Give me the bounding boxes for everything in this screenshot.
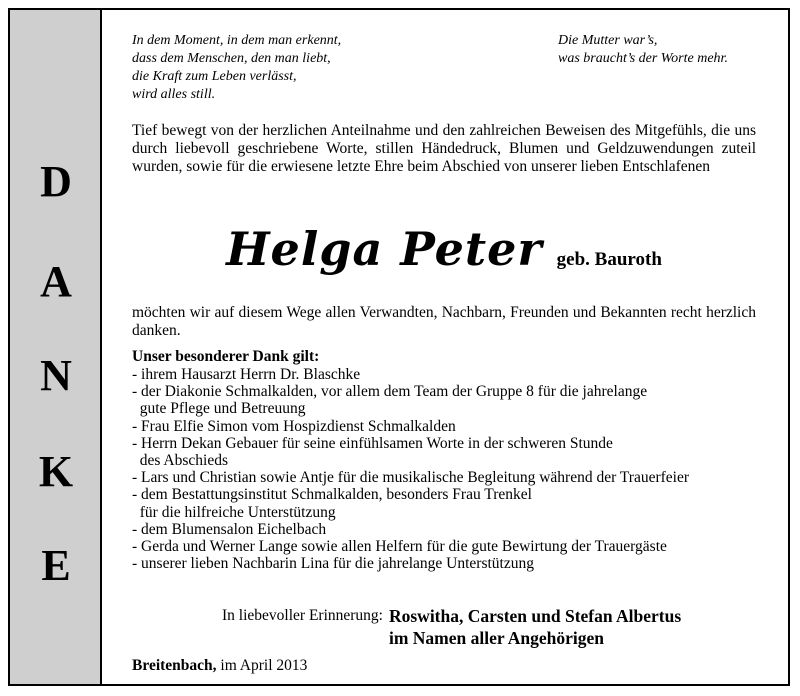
list-item: - unserer lieben Nachbarin Lina für die jahrelange Unterstützung	[132, 555, 534, 573]
list-item: gute Pflege und Betreuung	[132, 400, 306, 418]
list-item: - Lars und Christian sowie Antje für die musikalische Begleitung während der Trauerfeier	[132, 469, 690, 487]
list-item: - Frau Elfie Simon vom Hospizdienst Schmalkalden	[132, 417, 456, 435]
sidebar-letter-k: K	[38, 447, 74, 496]
memory-block	[222, 605, 681, 649]
list-item: für die hilfreiche Unterstützung	[132, 503, 336, 521]
list-item: - Gerda und Werner Lange sowie allen Helfern für die gute Bewirtung der Trauergäste	[132, 538, 667, 556]
special-thanks-list	[132, 366, 762, 572]
quote-left-line: die Kraft zum Leben verlässt,	[132, 69, 297, 84]
quote-left-line: wird alles still.	[132, 87, 216, 102]
list-item: - dem Bestattungsinstitut Schmalkalden, besonders Frau Trenkel	[132, 486, 532, 504]
quote-left	[132, 32, 341, 104]
list-item: - Herrn Dekan Gebauer für seine einfühlsamen Worte in der schweren Stunde	[132, 434, 613, 452]
list-item: - ihrem Hausarzt Herrn Dr. Blaschke	[132, 366, 361, 383]
notice-content	[132, 10, 760, 684]
deceased-name: Helga Peter	[226, 222, 543, 276]
thanks-paragraph: möchten wir auf diesem Wege allen Verwandten, Nachbarn, Freunden und Bekannten recht herzlich danken.	[132, 304, 756, 339]
sidebar-letter-n: N	[40, 351, 72, 400]
signer-line: im Namen aller Angehörigen	[388, 628, 604, 648]
special-thanks-title: Unser besonderer Dank gilt:	[132, 348, 320, 365]
danke-sidebar	[10, 10, 102, 684]
quote-left-line: dass dem Menschen, den man liebt,	[132, 51, 331, 66]
list-item: - dem Blumensalon Eichelbach	[132, 520, 327, 538]
date: im April 2013	[220, 657, 308, 674]
birth-name: geb. Bauroth	[556, 249, 662, 270]
signer-line: Roswitha, Carsten und Stefan Albertus	[388, 606, 682, 626]
place-date	[132, 657, 307, 675]
quote-right-line: Die Mutter war’s,	[558, 33, 658, 48]
deceased-name-row	[132, 222, 756, 278]
quote-right-line: was braucht’s der Worte mehr.	[558, 51, 728, 66]
signers	[389, 605, 681, 649]
sidebar-letter-e: E	[41, 541, 71, 590]
intro-paragraph: Tief bewegt von der herzlichen Anteilnahme und den zahlreichen Beweisen des Mitgefühls, die uns durch liebevoll geschriebene Worte, stillen Händedruck, Blumen und Geldzuwendungen zuteil wurden, sowie für die erwiesene letzte Ehre beim Abschied von unserer lieben Entschlafenen	[132, 122, 756, 175]
memory-label: In liebevoller Erinnerung:	[222, 607, 383, 624]
sidebar-letter-d: D	[40, 157, 72, 206]
place: Breitenbach,	[132, 657, 217, 674]
quote-right	[558, 32, 728, 68]
list-item: des Abschieds	[132, 452, 229, 470]
sidebar-letter-a: A	[40, 257, 72, 306]
obituary-notice	[8, 8, 790, 686]
quote-left-line: In dem Moment, in dem man erkennt,	[132, 33, 342, 48]
list-item: - der Diakonie Schmalkalden, vor allem dem Team der Gruppe 8 für die jahrelange	[132, 383, 648, 401]
